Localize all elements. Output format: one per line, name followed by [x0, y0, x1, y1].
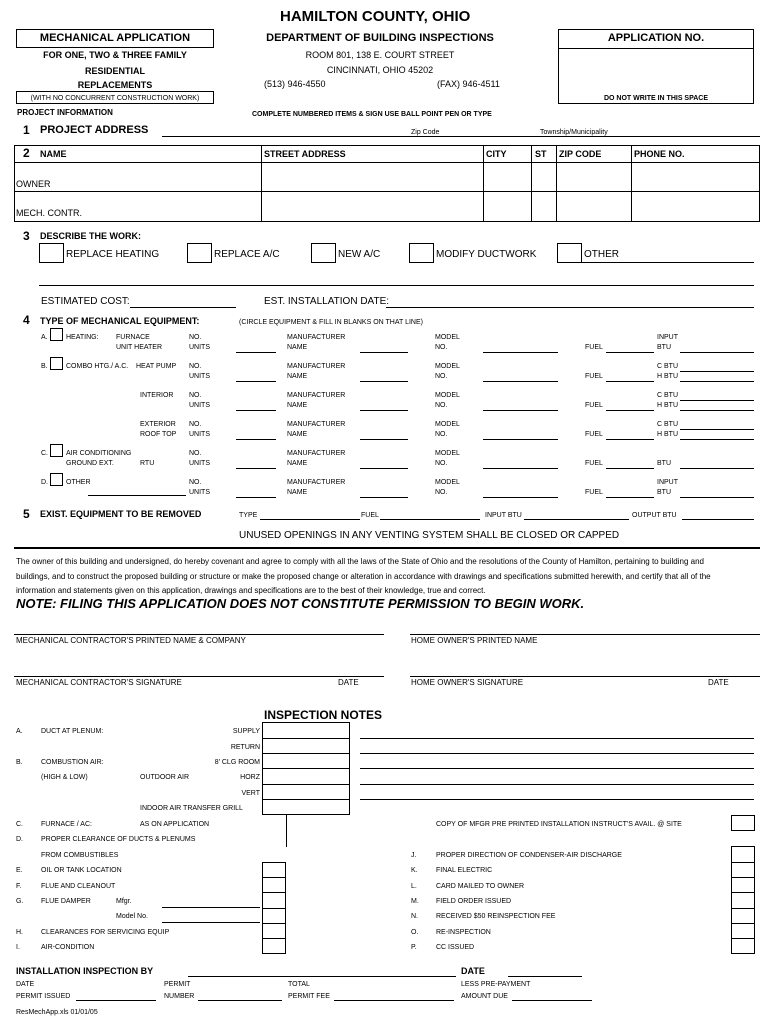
row-ext-name: NAME: [287, 431, 308, 438]
row-ext-model-no: NO.: [435, 431, 448, 438]
condenser-label: PROPER DIRECTION OF CONDENSER-AIR DISCHARGE: [436, 852, 622, 859]
col-zip-code: ZIP CODE: [559, 149, 602, 159]
interior-label: INTERIOR: [140, 392, 174, 399]
insp-h-letter: H.: [16, 929, 23, 936]
permit-number-field[interactable]: [198, 1000, 282, 1001]
insp-c-letter: C.: [16, 821, 23, 828]
insp-o-letter: O.: [411, 929, 419, 936]
row-d-manufacturer: MANUFACTURER: [287, 479, 346, 486]
subtitle-2: RESIDENTIAL: [84, 66, 145, 76]
col-div-5: [631, 145, 632, 222]
col-div-1: [261, 145, 262, 222]
row-d-model: MODEL: [435, 479, 460, 486]
servicing-label: CLEARANCES FOR SERVICING EQUIP: [41, 929, 170, 936]
s5-type-field[interactable]: [260, 519, 360, 520]
describe-work-label: DESCRIBE THE WORK:: [40, 231, 141, 241]
row-int-c-btu: C BTU: [657, 392, 678, 399]
oil-tank-label: OIL OR TANK LOCATION: [41, 867, 122, 874]
row-b-fuel: FUEL: [585, 373, 603, 380]
furnace-ac-label: FURNACE / AC:: [41, 821, 92, 828]
section-separator: [14, 547, 760, 549]
heating-checkbox[interactable]: [50, 328, 63, 341]
row-c-fuel: FUEL: [585, 460, 603, 467]
row-ext-no: NO.: [189, 421, 202, 428]
col-city: CITY: [486, 149, 507, 159]
owner-row-label: OWNER: [16, 179, 51, 189]
vert-label: VERT: [241, 790, 260, 797]
row-b-model-no: NO.: [435, 373, 448, 380]
heat-pump-label: HEAT PUMP: [136, 363, 177, 370]
row-ext-units: UNITS: [189, 431, 210, 438]
department: DEPARTMENT OF BUILDING INSPECTIONS: [266, 32, 494, 44]
new-ac-checkbox[interactable]: [311, 243, 336, 263]
exterior-label: EXTERIOR: [140, 421, 176, 428]
combo-label: COMBO HTG./ A.C.: [66, 363, 129, 370]
permit-fee-field[interactable]: [334, 1000, 454, 1001]
row-b-no: NO.: [189, 363, 202, 370]
row-d-no: NO.: [189, 479, 202, 486]
row-int-fuel-field[interactable]: [606, 410, 654, 411]
estimated-cost-field[interactable]: [130, 307, 236, 308]
flue-damper-label: FLUE DAMPER: [41, 898, 91, 905]
insp-grid-3: [262, 768, 350, 769]
col-div-2: [483, 145, 484, 222]
table-row-line: [14, 191, 760, 192]
fax: (FAX) 946-4511: [437, 79, 500, 89]
footer-amount-due-label: AMOUNT DUE: [461, 993, 508, 1000]
insp-grid-8: [262, 908, 286, 909]
insp-p-letter: P.: [411, 944, 417, 951]
high-low-label: (HIGH & LOW): [41, 774, 88, 781]
col-phone: PHONE NO.: [634, 149, 685, 159]
circle-note: (CIRCLE EQUIPMENT & FILL IN BLANKS ON THAT LINE): [239, 319, 423, 326]
s5-output-btu-label: OUTPUT BTU: [632, 512, 677, 519]
air-cond-checkbox[interactable]: [50, 444, 63, 457]
row-b-h-btu-field[interactable]: [680, 381, 754, 382]
insp-notes-line-3[interactable]: [360, 768, 754, 769]
col-name: NAME: [40, 149, 67, 159]
insp-vline-c: [286, 815, 287, 847]
insp-grid-5: [262, 799, 350, 800]
replace-heating-label: REPLACE HEATING: [66, 249, 160, 260]
insp-notes-line-5[interactable]: [360, 799, 754, 800]
row-ext-fuel-field[interactable]: [606, 439, 654, 440]
row-int-h-btu-field[interactable]: [680, 410, 754, 411]
insp-n-letter: N.: [411, 913, 418, 920]
row-b-model-field[interactable]: [483, 381, 558, 382]
return-label: RETURN: [230, 744, 260, 751]
row-a-fuel-field[interactable]: [606, 352, 654, 353]
insp-l-letter: L.: [411, 883, 417, 890]
combo-checkbox[interactable]: [50, 357, 63, 370]
amount-due-field[interactable]: [512, 1000, 592, 1001]
row-c-fuel-field[interactable]: [606, 468, 654, 469]
footer-date-label: DATE: [16, 981, 35, 988]
row-b-c-btu: C BTU: [657, 363, 678, 370]
inspection-notes-title: INSPECTION NOTES: [264, 708, 383, 722]
supply-label: SUPPLY: [232, 728, 260, 735]
row-a-btu-field[interactable]: [680, 352, 754, 353]
row-ext-model: MODEL: [435, 421, 460, 428]
row-d-name: NAME: [287, 489, 308, 496]
contractor-date-label: DATE: [338, 678, 359, 687]
row-b-h-btu: H BTU: [657, 373, 678, 380]
insp-grid-r1: [731, 862, 755, 863]
row-c-btu: BTU: [657, 460, 671, 467]
row-int-units-field[interactable]: [236, 410, 276, 411]
covenant-line-3: information and statements given on this application, drawings and specifications are to the best of their knowledge, true and correct.: [16, 586, 486, 595]
row-b-letter: B.: [41, 363, 48, 370]
row-c-model: MODEL: [435, 450, 460, 457]
insp-j-letter: J.: [411, 852, 417, 859]
owner-signature-label: HOME OWNER'S SIGNATURE: [411, 678, 524, 687]
row-a-fuel: FUEL: [585, 344, 603, 351]
other-equip-checkbox[interactable]: [50, 473, 63, 486]
row-a-units: UNITS: [189, 344, 210, 351]
permit-issued-field[interactable]: [76, 1000, 156, 1001]
insp-grid-4: [262, 784, 350, 785]
insp-grid-r3: [731, 892, 755, 893]
section-1-number: 1: [23, 123, 30, 137]
row-b-manufacturer: MANUFACTURER: [287, 363, 346, 370]
row-a-model-no: NO.: [435, 344, 448, 351]
contractor-signature-field[interactable]: [14, 676, 384, 677]
row-b-units-field[interactable]: [236, 381, 276, 382]
copy-mfgr-checkbox[interactable]: [731, 815, 755, 831]
insp-grid-r6: [731, 938, 755, 939]
row-d-model-no: NO.: [435, 489, 448, 496]
roof-top-label: ROOF TOP: [140, 431, 177, 438]
col-div-4: [556, 145, 557, 222]
project-info-label: PROJECT INFORMATION: [17, 108, 113, 117]
owner-name-label: HOME OWNER'S PRINTED NAME: [411, 636, 538, 645]
row-d-btu: BTU: [657, 489, 671, 496]
row-c-letter: C.: [41, 450, 48, 457]
row-d-letter: D.: [41, 479, 48, 486]
contractor-name-label: MECHANICAL CONTRACTOR'S PRINTED NAME & COMPANY: [16, 636, 246, 645]
s5-input-btu-label: INPUT BTU: [485, 512, 522, 519]
row-int-model: MODEL: [435, 392, 460, 399]
row-a-input: INPUT: [657, 334, 678, 341]
s5-fuel-label: FUEL: [361, 512, 379, 519]
from-combustibles-label: FROM COMBUSTIBLES: [41, 852, 119, 859]
replace-ac-label: REPLACE A/C: [214, 249, 280, 260]
insp-grid-6: [262, 877, 286, 878]
horz-label: HORZ: [240, 774, 260, 781]
as-on-application-label: AS ON APPLICATION: [140, 821, 210, 828]
row-a-letter: A.: [41, 334, 48, 341]
ground-ext-label: GROUND EXT.: [66, 460, 114, 467]
subtitle-4: (WITH NO CONCURRENT CONSTRUCTION WORK): [30, 95, 200, 102]
filing-note: NOTE: FILING THIS APPLICATION DOES NOT CONSTITUTE PERMISSION TO BEGIN WORK.: [16, 596, 585, 611]
row-b-name: NAME: [287, 373, 308, 380]
row-a-no: NO.: [189, 334, 202, 341]
row-int-h-btu: H BTU: [657, 402, 678, 409]
row-c-units: UNITS: [189, 460, 210, 467]
owner-name-field[interactable]: [410, 634, 760, 635]
row-ext-manufacturer-field[interactable]: [360, 439, 408, 440]
footer-permit-issued-label: PERMIT ISSUED: [16, 993, 71, 1000]
field-order-label: FIELD ORDER ISSUED: [436, 898, 512, 905]
city-address: CINCINNATI, OHIO 45202: [326, 65, 434, 75]
row-ext-units-field[interactable]: [236, 439, 276, 440]
covenant-line-2: buildings, and to construct the proposed building or structure or make the proposed change or alteration in accordance with drawings and specifications submitted herewith, and certify that all of the: [16, 572, 711, 581]
row-int-units: UNITS: [189, 402, 210, 409]
other-equip-field[interactable]: [88, 495, 186, 496]
s5-input-btu-field[interactable]: [524, 519, 629, 520]
row-c-no: NO.: [189, 450, 202, 457]
row-b-model: MODEL: [435, 363, 460, 370]
work-description-field[interactable]: [39, 285, 754, 286]
row-ext-model-field[interactable]: [483, 439, 558, 440]
mfgr-field[interactable]: [162, 907, 260, 908]
cc-issued-label: CC ISSUED: [436, 944, 475, 951]
row-b-fuel-field[interactable]: [606, 381, 654, 382]
row-ext-fuel: FUEL: [585, 431, 603, 438]
insp-a-letter: A.: [16, 728, 23, 735]
footer-number-label: NUMBER: [164, 993, 195, 1000]
row-int-manufacturer: MANUFACTURER: [287, 392, 346, 399]
model-no-label: Model No.: [116, 913, 148, 920]
furnace-label: FURNACE: [116, 334, 150, 341]
other-work-label: OTHER: [584, 249, 619, 260]
footer-date-bold: DATE: [461, 966, 485, 976]
row-int-name: NAME: [287, 402, 308, 409]
row-c-manufacturer-field[interactable]: [360, 468, 408, 469]
form-title: MECHANICAL APPLICATION: [39, 32, 191, 44]
row-a-name: NAME: [287, 344, 308, 351]
insp-notes-line-4[interactable]: [360, 784, 754, 785]
row-int-c-btu-field[interactable]: [680, 400, 754, 401]
existing-equipment-label: EXIST. EQUIPMENT TO BE REMOVED: [40, 509, 202, 519]
footer-date-field[interactable]: [508, 976, 582, 977]
row-d-btu-field[interactable]: [680, 497, 754, 498]
row-d-fuel: FUEL: [585, 489, 603, 496]
contractor-signature-label: MECHANICAL CONTRACTOR'S SIGNATURE: [16, 678, 182, 687]
replace-heating-checkbox[interactable]: [39, 243, 64, 263]
clg-room-label: 8' CLG ROOM: [214, 759, 260, 766]
row-c-btu-field[interactable]: [680, 468, 754, 469]
contractor-row-label: MECH. CONTR.: [16, 208, 82, 218]
row-a-model-field[interactable]: [483, 352, 558, 353]
row-ext-c-btu: C BTU: [657, 421, 678, 428]
row-d-units-field[interactable]: [236, 497, 276, 498]
row-a-manufacturer: MANUFACTURER: [287, 334, 346, 341]
copy-mfgr-label: COPY OF MFGR PRE PRINTED INSTALLATION INSTRUCT'S AVAIL. @ SITE: [436, 821, 682, 828]
row-int-manufacturer-field[interactable]: [360, 410, 408, 411]
complete-note: COMPLETE NUMBERED ITEMS & SIGN USE BALL POINT PEN OR TYPE: [252, 111, 492, 118]
covenant-line-1: The owner of this building and undersigned, do hereby covenant and agree to comply with all the laws of the State of Ohio and the resolutions of the County of Hamilton, pertaining to building and: [16, 557, 704, 566]
row-b-units: UNITS: [189, 373, 210, 380]
installation-inspection-field[interactable]: [188, 976, 456, 977]
zip-code-label: Zip Code: [411, 129, 440, 136]
insp-grid-r4: [731, 908, 755, 909]
new-ac-label: NEW A/C: [338, 249, 381, 260]
insp-e-letter: E.: [16, 867, 23, 874]
table-header-line: [14, 162, 760, 163]
rtu-label: RTU: [140, 460, 155, 467]
footer-permit-fee-label: PERMIT FEE: [288, 993, 330, 1000]
footer-permit-label: PERMIT: [164, 981, 191, 988]
heating-label: HEATING:: [66, 334, 99, 341]
owner-signature-field[interactable]: [410, 676, 760, 677]
modify-ductwork-checkbox[interactable]: [409, 243, 434, 263]
row-int-fuel: FUEL: [585, 402, 603, 409]
insp-i-letter: I.: [16, 944, 20, 951]
s5-type-label: TYPE: [239, 512, 258, 519]
row-c-units-field[interactable]: [236, 468, 276, 469]
application-no-label: APPLICATION NO.: [607, 32, 705, 44]
insp-grid-r5: [731, 923, 755, 924]
s5-output-btu-field[interactable]: [682, 519, 754, 520]
section-2-number: 2: [23, 146, 30, 160]
insp-grid-2: [262, 753, 350, 754]
col-street-address: STREET ADDRESS: [264, 149, 346, 159]
row-c-model-no: NO.: [435, 460, 448, 467]
contractor-name-field[interactable]: [14, 634, 384, 635]
row-ext-manufacturer: MANUFACTURER: [287, 421, 346, 428]
insp-d-letter: D.: [16, 836, 23, 843]
final-electric-label: FINAL ELECTRIC: [436, 867, 493, 874]
unit-heater-label: UNIT HEATER: [116, 344, 163, 351]
row-a-manufacturer-field[interactable]: [360, 352, 408, 353]
row-ext-c-btu-field[interactable]: [680, 429, 754, 430]
row-int-model-field[interactable]: [483, 410, 558, 411]
insp-grid-9: [262, 923, 286, 924]
mfgr-label: Mfgr.: [116, 898, 132, 905]
installation-inspection-label: INSTALLATION INSPECTION BY: [16, 966, 154, 976]
col-st: ST: [535, 149, 547, 159]
row-b-manufacturer-field[interactable]: [360, 381, 408, 382]
row-ext-h-btu: H BTU: [657, 431, 678, 438]
modify-ductwork-label: MODIFY DUCTWORK: [436, 249, 537, 260]
s5-fuel-field[interactable]: [380, 519, 480, 520]
clearance-ducts-label: PROPER CLEARANCE OF DUCTS & PLENUMS: [41, 836, 196, 843]
flue-cleanout-label: FLUE AND CLEANOUT: [41, 883, 116, 890]
row-d-manufacturer-field[interactable]: [360, 497, 408, 498]
file-reference: ResMechApp.xls 01/01/05: [16, 1009, 98, 1016]
county-title: HAMILTON COUNTY, OHIO: [280, 8, 471, 25]
other-work-checkbox[interactable]: [557, 243, 582, 263]
indoor-air-label: INDOOR AIR TRANSFER GRILL: [140, 805, 243, 812]
room-address: ROOM 801, 138 E. COURT STREET: [305, 50, 455, 60]
footer-less-prepayment-label: LESS PRE-PAYMENT: [461, 981, 531, 988]
replace-ac-checkbox[interactable]: [187, 243, 212, 263]
estimated-cost-label: ESTIMATED COST:: [41, 296, 130, 307]
row-d-model-field[interactable]: [483, 497, 558, 498]
row-a-units-field[interactable]: [236, 352, 276, 353]
insp-grid-10: [262, 938, 286, 939]
reinspection-fee-label: RECEIVED $50 REINSPECTION FEE: [436, 913, 556, 920]
row-b-c-btu-field[interactable]: [680, 371, 754, 372]
project-address-field[interactable]: [162, 136, 760, 137]
row-a-model: MODEL: [435, 334, 460, 341]
re-inspection-label: RE-INSPECTION: [436, 929, 491, 936]
do-not-write: DO NOT WRITE IN THIS SPACE: [603, 95, 709, 102]
insp-f-letter: F.: [16, 883, 22, 890]
project-address-label: PROJECT ADDRESS: [40, 124, 149, 136]
insp-k-letter: K.: [411, 867, 418, 874]
row-int-model-no: NO.: [435, 402, 448, 409]
insp-m-letter: M.: [411, 898, 419, 905]
insp-notes-line-2[interactable]: [360, 753, 754, 754]
owner-date-label: DATE: [708, 678, 729, 687]
other-work-field[interactable]: [582, 262, 754, 263]
duct-plenum-label: DUCT AT PLENUM:: [41, 728, 104, 735]
row-a-btu: BTU: [657, 344, 671, 351]
insp-g-letter: G.: [16, 898, 24, 905]
township-label: Township/Municipality: [540, 129, 608, 136]
subtitle-1: FOR ONE, TWO & THREE FAMILY: [43, 50, 187, 60]
install-date-label: EST. INSTALLATION DATE:: [264, 296, 390, 307]
row-d-input: INPUT: [657, 479, 678, 486]
insp-b-letter: B.: [16, 759, 23, 766]
insp-grid-7: [262, 892, 286, 893]
outdoor-air-label: OUTDOOR AIR: [140, 774, 190, 781]
install-date-field[interactable]: [386, 307, 754, 308]
insp-grid-r2: [731, 877, 755, 878]
air-condition-label: AIR-CONDITION: [41, 944, 95, 951]
air-cond-label: AIR CONDITIONING: [66, 450, 132, 457]
row-d-units: UNITS: [189, 489, 210, 496]
row-d-fuel-field[interactable]: [606, 497, 654, 498]
unused-openings-note: UNUSED OPENINGS IN ANY VENTING SYSTEM SHALL BE CLOSED OR CAPPED: [239, 530, 620, 541]
insp-notes-line-1[interactable]: [360, 738, 754, 739]
equipment-type-label: TYPE OF MECHANICAL EQUIPMENT:: [40, 316, 200, 326]
row-int-no: NO.: [189, 392, 202, 399]
section-5-number: 5: [23, 507, 30, 521]
phone: (513) 946-4550: [264, 79, 326, 89]
row-ext-h-btu-field[interactable]: [680, 439, 754, 440]
app-no-divider: [558, 48, 754, 49]
subtitle-3: REPLACEMENTS: [77, 80, 153, 90]
section-3-number: 3: [23, 229, 30, 243]
card-mailed-label: CARD MAILED TO OWNER: [436, 883, 525, 890]
insp-grid-1: [262, 738, 350, 739]
other-equip-label: OTHER: [66, 479, 91, 486]
col-div-3: [531, 145, 532, 222]
row-c-name: NAME: [287, 460, 308, 467]
row-c-manufacturer: MANUFACTURER: [287, 450, 346, 457]
footer-total-label: TOTAL: [288, 981, 310, 988]
model-no-field[interactable]: [162, 922, 260, 923]
section-4-number: 4: [23, 313, 30, 327]
combustion-air-label: COMBUSTION AIR:: [41, 759, 104, 766]
row-c-model-field[interactable]: [483, 468, 558, 469]
